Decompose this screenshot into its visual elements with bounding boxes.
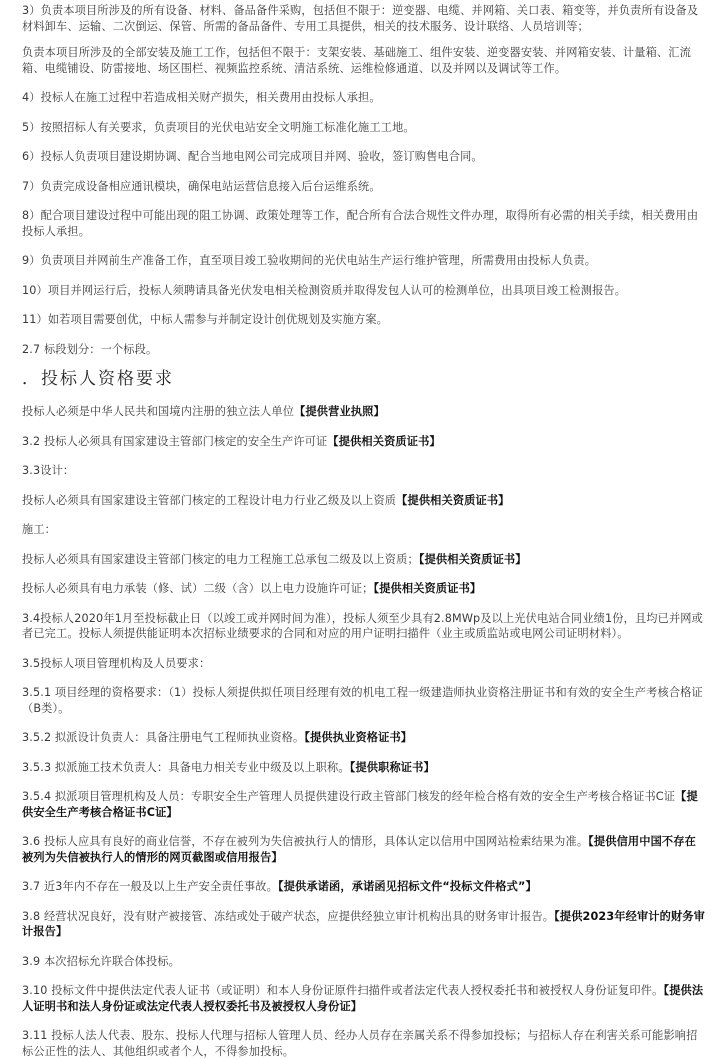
requirement-3-5-4: 3.5.4 拟派项目管理机构及人员：专职安全生产管理人员提供建设行政主管部门核发的经年检合格有效的安全生产考核合格证书C证【提供安全生产考核合格证书C证】 xyxy=(22,790,698,819)
requirement-3-8: 3.8 经营状况良好，没有财产被接管、冻结或处于破产状态，应提供经独立审计机构出具的财务审计报告。【提供2023年经审计的财务审计报告】 xyxy=(22,909,705,938)
requirement-3-2: 3.2 投标人必须具有国家建设主管部门核定的安全生产许可证【提供相关资质证书】 xyxy=(22,434,441,448)
section-heading-qualifications: ．投标人资格要求 xyxy=(22,369,174,389)
paragraph-item-5: 5）按照招标人有关要求，负责项目的光伏电站安全文明施工标准化施工工地。 xyxy=(22,120,415,134)
requirement-3-11: 3.11 投标人法人代表、股东、投标人代理与招标人管理人员、经办人员存在亲属关系不得参加投标；与招标人存在利害关系可能影响招标公正性的法人、其他组织或者个人，不得参加投标。 xyxy=(22,1029,698,1058)
requirement-construction-qualification: 投标人必须具有国家建设主管部门核定的电力工程施工总承包二级及以上资质；【提供相关资质证书】 xyxy=(22,552,527,566)
requirement-power-facility-permit: 投标人必须具有电力承装（修、试）二级（含）以上电力设施许可证；【提供相关资质证书】 xyxy=(22,582,482,595)
requirement-design-qualification: 投标人必须具有国家建设主管部门核定的工程设计电力行业乙级及以上资质【提供相关资质证书】 xyxy=(22,493,510,507)
paragraph-item-11: 11）如若项目需要创优，中标人需参与并制定设计创优规划及实施方案。 xyxy=(22,313,388,326)
requirement-3-5-1: 3.5.1 项目经理的资格要求：（1）投标人须提供拟任项目经理有效的机电工程一级建造师执业资格注册证书和有效的安全生产考核合格证（B类）。 xyxy=(22,686,703,715)
paragraph-lot-division: 2.7 标段划分：一个标段。 xyxy=(22,342,158,356)
requirement-3-10: 3.10 投标文件中提供法定代表人证书（或证明）和本人身份证原件扫描件或者法定代表人授权委托书和被授权人身份证复印件。【提供法人证明书和法人身份证或法定代表人授权委托书及被授权人身份证】 xyxy=(22,984,704,1013)
paragraph-item-7: 7）负责完成设备相应通讯模块，确保电站运营信息接入后台运维系统。 xyxy=(22,179,381,193)
requirement-3-9: 3.9 本次招标允许联合体投标。 xyxy=(22,954,180,968)
requirement-3-5-2: 3.5.2 拟派设计负责人：具备注册电气工程师执业资格。【提供执业资格证书】 xyxy=(22,731,413,744)
paragraph-item-8: 8）配合项目建设过程中可能出现的阻工协调、政策处理等工作，配合所有合法合规性文件办理，取得所有必需的相关手续，相关费用由投标人承担。 xyxy=(22,209,699,238)
paragraph-item-6: 6）投标人负责项目建设期协调、配合当地电网公司完成项目并网、验收，签订购售电合同。 xyxy=(22,150,483,163)
paragraph-installation-scope: 负责本项目所涉及的全部安装及施工工作，包括但不限于：支架安装、基础施工、组件安装、逆变器安装、并网箱安装、计量箱、汇流箱、电缆铺设、防雷接地、场区围栏、视频监控系统、清洁系统、运维检修通道、以及并网以及调试等工作。 xyxy=(22,46,691,75)
requirement-3-5: 3.5投标人项目管理机构及人员要求： xyxy=(22,656,211,670)
paragraph-item-10: 10）项目并网运行后，投标人须聘请具备光伏发电相关检测资质并取得发包人认可的检测单位，出具项目竣工检测报告。 xyxy=(22,283,627,297)
requirement-construction-label: 施工： xyxy=(22,523,57,536)
requirement-3-5-3: 3.5.3 拟派施工技术负责人：具备电力相关专业中级及以上职称。【提供职称证书】 xyxy=(22,760,435,774)
requirement-3-4: 3.4投标人2020年1月至投标截止日（以竣工或并网时间为准），投标人须至少具有2.8MWp及以上光伏电站合同业绩1份，且均已并网或者已完工。投标人须提供能证明本次招标业绩要求的合同和对应的用户证明扫描件（业主或质监站或电网公司证明材料）。 xyxy=(22,611,703,640)
requirement-3-7: 3.7 近3年内不存在一般及以上生产安全责任事故。【提供承诺函，承诺函见招标文件“投标文件格式”】 xyxy=(22,880,537,893)
requirement-3-6: 3.6 投标人应具有良好的商业信誉，不存在被列为失信被执行人的情形，具体认定以信用中国网站检索结果为准。【提供信用中国不存在被列为失信被执行人的情形的网页截图或信用报告】 xyxy=(22,835,696,864)
paragraph-item-9: 9）负责项目并网前生产准备工作，直至项目竣工验收期间的光伏电站生产运行维护管理，所需费用由投标人负责。 xyxy=(22,254,597,267)
paragraph-item-4: 4）投标人在施工过程中若造成相关财产损失，相关费用由投标人承担。 xyxy=(22,91,381,104)
requirement-3-3: 3.3设计： xyxy=(22,464,75,477)
paragraph-item-3: 3）负责本项目所涉及的所有设备、材料、备品备件采购，包括但不限于：逆变器、电缆、并网箱、关口表、箱变等，并负责所有设备及材料卸车、运输、二次倒运、保管、所需的备品备件、专用工具提供，相关的技术服务、设计联络、人员培训等； xyxy=(22,4,699,33)
requirement-legal-entity: 投标人必须是中华人民共和国境内注册的独立法人单位【提供营业执照】 xyxy=(22,405,385,418)
